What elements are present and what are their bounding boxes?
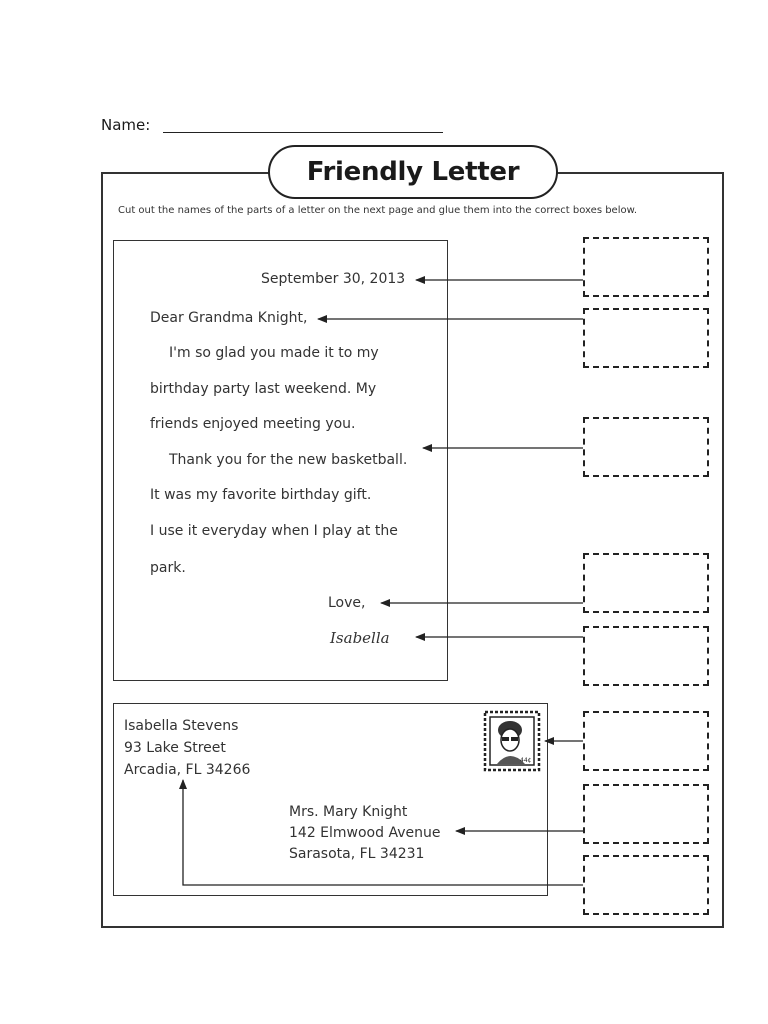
return-address-line: Isabella Stevens: [124, 718, 239, 734]
mailing-address-line: Sarasota, FL 34231: [289, 846, 425, 862]
cutout-box[interactable]: [583, 626, 709, 686]
letter-closing: Love,: [328, 595, 366, 611]
instructions-text: Cut out the names of the parts of a letter on the next page and glue them into the correct boxes below.: [118, 205, 638, 216]
mailing-address-line: Mrs. Mary Knight: [289, 804, 408, 820]
postage-stamp-icon: [483, 710, 541, 772]
letter-body-line: I'm so glad you made it to my: [169, 345, 379, 361]
letter-signature: Isabella: [330, 629, 390, 647]
letter-body-line: birthday party last weekend. My: [150, 381, 377, 397]
name-label: Name:: [101, 116, 151, 134]
letter-body-line: park.: [150, 560, 186, 576]
mailing-address-line: 142 Elmwood Avenue: [289, 825, 441, 841]
letter-body-line: I use it everyday when I play at the: [150, 523, 398, 539]
cutout-box[interactable]: [583, 237, 709, 297]
return-address-line: Arcadia, FL 34266: [124, 762, 251, 778]
cutout-box[interactable]: [583, 553, 709, 613]
name-write-line[interactable]: [163, 132, 443, 133]
letter-body-line: It was my favorite birthday gift.: [150, 487, 372, 503]
letter-body-line: friends enjoyed meeting you.: [150, 416, 356, 432]
cutout-box[interactable]: [583, 417, 709, 477]
letter-date: September 30, 2013: [261, 271, 406, 287]
letter-body-line: Thank you for the new basketball.: [169, 452, 408, 468]
letter-greeting: Dear Grandma Knight,: [150, 310, 308, 326]
return-address-line: 93 Lake Street: [124, 740, 226, 756]
page-title: Friendly Letter: [268, 145, 558, 199]
cutout-box[interactable]: [583, 308, 709, 368]
cutout-box[interactable]: [583, 711, 709, 771]
cutout-box[interactable]: [583, 855, 709, 915]
cutout-box[interactable]: [583, 784, 709, 844]
svg-text:44¢: 44¢: [520, 757, 532, 764]
